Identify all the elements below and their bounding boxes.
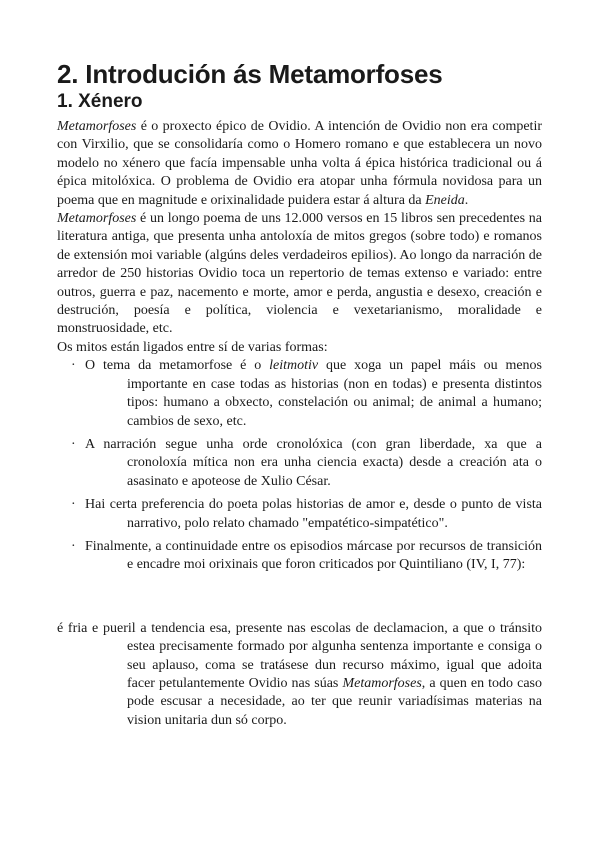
list-item-text: A narración segue unha orde cronolóxica (con gran liberdade, xa que a cronoloxía mítica non era unha ciencia exacta) desde a creación ata o asasinato e apoteose de Xulio César.: [85, 436, 542, 489]
list-item: [57, 436, 542, 491]
section-heading: 2. Introdución ás Metamorfoses: [57, 59, 443, 89]
list-item: [57, 496, 542, 533]
bullet-marker: ·: [71, 436, 76, 452]
list-item-text: O tema da metamorfose é o: [85, 358, 270, 374]
paragraph-text: Os mitos están ligados entre sí de varias formas:: [57, 339, 328, 355]
paragraph-text: é un longo poema de uns 12.000 versos en 15 libros sen precedentes na literatura antiga, que presenta unha antoloxía de mitos gregos (sobre todo) e romanos de extensión moi variable (algúns deles verdadeiros epilios). Ao longo da narración de arredor de 250 historias Ovidio toca un repertorio de temas extenso e variado: entre outros, guerra e paz, nacemento e morte, amor e perda, angustia e desexo, creación e destrución, poesía e política, violencia e vexetarianismo, moralidade e monstruosidade, etc.: [57, 211, 542, 337]
paragraph-text: .: [464, 192, 469, 208]
body-text: [57, 118, 542, 730]
paragraph-intro: [57, 118, 542, 210]
bullet-list: [57, 357, 542, 574]
work-title: Metamorfoses: [342, 675, 422, 691]
bullet-marker: ·: [71, 497, 76, 513]
spacer: [57, 580, 542, 620]
quotation-text: , a quen en todo caso pode escusar a necesidade, ao ter que reunir variadísimas materias na vision unitaria dun só corpo.: [127, 675, 542, 728]
quotation: [57, 620, 542, 730]
list-item: [57, 357, 542, 431]
paragraph-text: é o proxecto épico de Ovidio. A intención de Ovidio non era competir con Virxilio, que se consolidaría como o Homero romano e que establecera un novo modelo no xénero que facía impensable unha volta á épica histórica tradicional ou á épica mitolóxica. O problema de Ovidio era atopar unha fórmula novidosa para un poema que en magnitude e orixinalidade puidera estar á altura da: [57, 119, 542, 208]
paragraph-lead-in: [57, 339, 542, 357]
bullet-marker: ·: [71, 358, 76, 374]
work-title: Eneida: [425, 192, 465, 208]
quotation-text: é fria e pueril a tendencia esa, presente nas escolas de declamacion, a que o tránsito estea precisamente formado por algunha sentenza importante e consiga o seu aplauso, coma se tratásese dun recurso máximo, igual que adoita facer petulantemente Ovidio nas súas: [57, 620, 542, 691]
list-item-emphasis: leitmotiv: [269, 358, 319, 374]
list-item: [57, 538, 542, 575]
subsection-heading: 1. Xénero: [57, 91, 143, 112]
paragraph-description: [57, 210, 542, 339]
work-title: Metamorfoses: [57, 119, 137, 134]
bullet-marker: ·: [71, 538, 76, 554]
list-item-text: Hai certa preferencia do poeta polas historias de amor e, desde o punto de vista narrativo, polo relato chamado "empatético-simpatético".: [85, 497, 542, 531]
list-item-text: Finalmente, a continuidade entre os episodios márcase por recursos de transición e encadre moi orixinais que foron criticados por Quintiliano (IV, I, 77):: [85, 538, 542, 573]
work-title: Metamorfoses: [57, 211, 137, 227]
list-item-text: que xoga un papel máis ou menos importante en case todas as historias (non en todas) e presenta distintos tipos: humano a obxecto, constelación ou animal; de animal a humano; cambios de sexo, etc.: [127, 358, 542, 429]
